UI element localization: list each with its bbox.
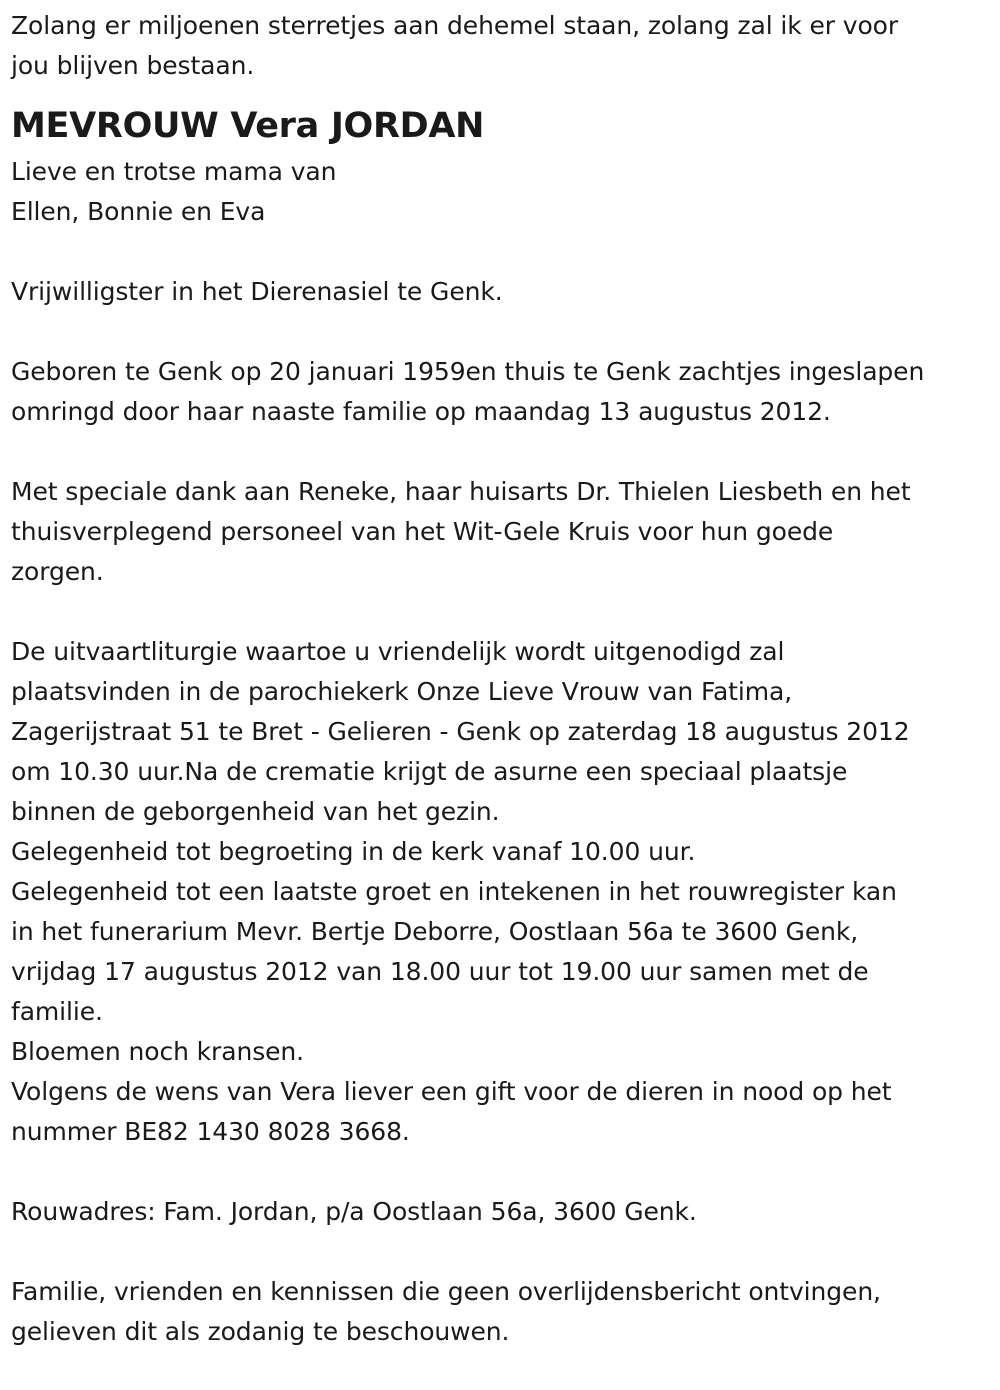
ceremony-line: De uitvaartliturgie waartoe u vriendelijk wordt uitgenodigd zal bbox=[11, 637, 785, 666]
family-line: Lieve en trotse mama van bbox=[11, 157, 337, 186]
spacer bbox=[11, 592, 1000, 632]
thanks-line: zorgen. bbox=[11, 557, 104, 586]
motto-line: Zolang er miljoenen sterretjes aan dehemel staan, zolang zal ik er voor bbox=[11, 11, 899, 40]
ceremony-line: Gelegenheid tot begroeting in de kerk vanaf 10.00 uur. bbox=[11, 837, 696, 866]
ceremony-line: binnen de geborgenheid van het gezin. bbox=[11, 797, 500, 826]
closing-section bbox=[11, 1272, 1000, 1352]
motto bbox=[11, 6, 1000, 86]
thanks-section bbox=[11, 472, 1000, 592]
birth-death-section bbox=[11, 352, 1000, 432]
ceremony-line: om 10.30 uur.Na de crematie krijgt de asurne een speciaal plaatsje bbox=[11, 757, 848, 786]
thanks-line: Met speciale dank aan Reneke, haar huisarts Dr. Thielen Liesbeth en het bbox=[11, 477, 911, 506]
ceremony-line: nummer BE82 1430 8028 3668. bbox=[11, 1117, 410, 1146]
ceremony-line: in het funerarium Mevr. Bertje Deborre, Oostlaan 56a te 3600 Genk, bbox=[11, 917, 859, 946]
ceremony-line: Bloemen noch kransen. bbox=[11, 1037, 304, 1066]
spacer bbox=[11, 432, 1000, 472]
thanks-line: thuisverplegend personeel van het Wit-Gele Kruis voor hun goede bbox=[11, 517, 834, 546]
family-section bbox=[11, 152, 1000, 232]
address-section bbox=[11, 1192, 1000, 1232]
address-line: Rouwadres: Fam. Jordan, p/a Oostlaan 56a, 3600 Genk. bbox=[11, 1197, 697, 1226]
spacer bbox=[11, 1152, 1000, 1192]
closing-line: gelieven dit als zodanig te beschouwen. bbox=[11, 1317, 510, 1346]
volunteer-section bbox=[11, 272, 1000, 312]
spacer bbox=[11, 232, 1000, 272]
spacer bbox=[11, 1232, 1000, 1272]
ceremony-section bbox=[11, 632, 1000, 1152]
closing-line: Familie, vrienden en kennissen die geen overlijdensbericht ontvingen, bbox=[11, 1277, 881, 1306]
ceremony-line: familie. bbox=[11, 997, 103, 1026]
birth-death-line: Geboren te Genk op 20 januari 1959en thuis te Genk zachtjes ingeslapen bbox=[11, 357, 925, 386]
spacer bbox=[11, 312, 1000, 352]
ceremony-line: plaatsvinden in de parochiekerk Onze Lieve Vrouw van Fatima, bbox=[11, 677, 793, 706]
ceremony-line: vrijdag 17 augustus 2012 van 18.00 uur tot 19.00 uur samen met de bbox=[11, 957, 869, 986]
motto-line: jou blijven bestaan. bbox=[11, 51, 255, 80]
ceremony-line: Gelegenheid tot een laatste groet en intekenen in het rouwregister kan bbox=[11, 877, 897, 906]
birth-death-line: omringd door haar naaste familie op maandag 13 augustus 2012. bbox=[11, 397, 831, 426]
ceremony-line: Volgens de wens van Vera liever een gift voor de dieren in nood op het bbox=[11, 1077, 892, 1106]
family-line: Ellen, Bonnie en Eva bbox=[11, 197, 266, 226]
volunteer-line: Vrijwilligster in het Dierenasiel te Genk. bbox=[11, 277, 503, 306]
ceremony-line: Zagerijstraat 51 te Bret - Gelieren - Genk op zaterdag 18 augustus 2012 bbox=[11, 717, 910, 746]
deceased-name: MEVROUW Vera JORDAN bbox=[11, 106, 485, 146]
